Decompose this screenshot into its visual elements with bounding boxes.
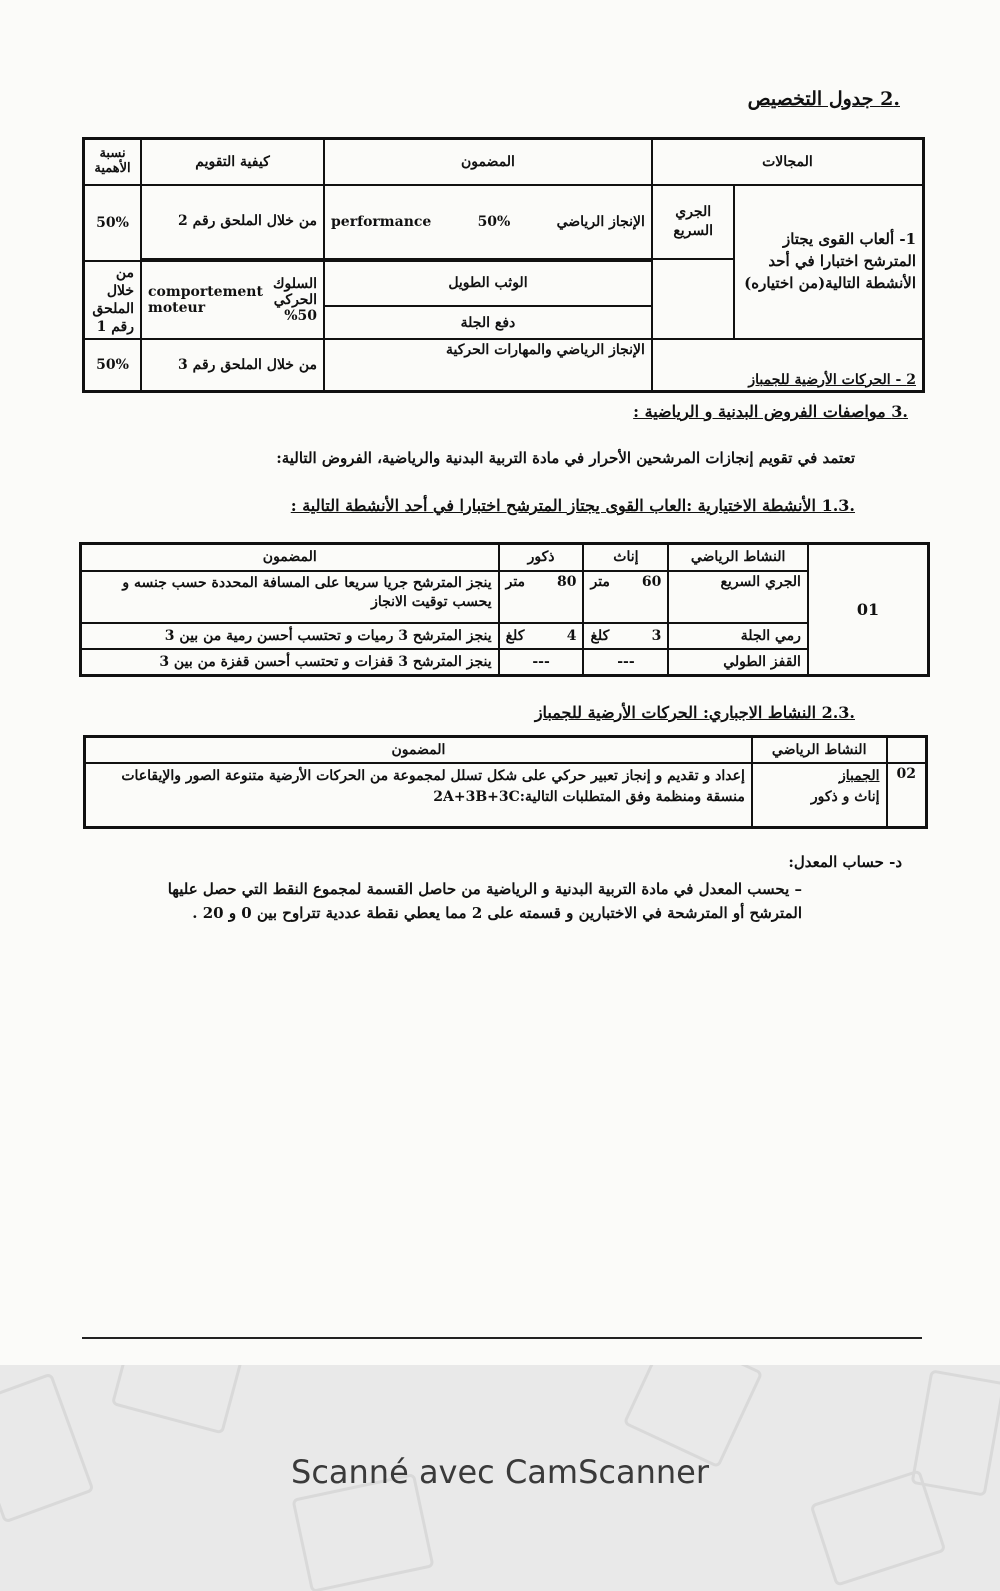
row2-field: 2 - الحركات الأرضية للجمباز — [652, 339, 924, 391]
t2-row-boys — [499, 571, 584, 623]
row1-weight: 50% — [84, 185, 142, 261]
header-evaluation: كيفية التقويم — [141, 139, 324, 185]
row2-content: الإنجاز الرياضي والمهارات الحركية — [324, 339, 652, 391]
t2-row-activity: رمي الجلة — [668, 623, 808, 649]
girls-value: 60 — [641, 573, 662, 590]
mandatory-activity-table — [83, 735, 928, 829]
t2-row-content: ينجز المترشح 3 رميات و تحتسب أحسن رمية من بين 3 — [81, 623, 499, 649]
row2-weight: 50% — [84, 339, 142, 391]
scanner-footer — [0, 1365, 1000, 1591]
t3-header-content: المضمون — [85, 737, 752, 763]
camscanner-brand: Scanné avec CamScanner — [291, 1453, 709, 1491]
section-3-2-title: .2.3 النشاط الاجباري: الحركات الأرضية للجمباز — [534, 703, 855, 722]
section-2-title: .2 جدول التخصيص — [747, 88, 900, 110]
t2-row-boys: --- — [499, 649, 584, 675]
deco-shape — [0, 1372, 95, 1523]
t2-header-activity: النشاط الرياضي — [668, 544, 808, 571]
average-text: – يحسب المعدل في مادة التربية البدنية و الرياضية من حاصل القسمة لمجموع النقط التي حصل عليها المترشح أو المترشحة في الاختبارين و قسمته على 2 مما يعطي نقطة عددية تتراوح بين 0 و 20 . — [167, 880, 802, 922]
header-fields: المجالات — [652, 139, 924, 185]
t2-row-girls: --- — [583, 649, 668, 675]
boys-value: 4 — [566, 628, 577, 645]
boys-unit: متر — [505, 573, 526, 590]
content-b-fr: comportement moteur — [148, 283, 263, 316]
section-3-title: .3 مواصفات الفروض البدنية و الرياضية : — [633, 402, 908, 421]
girls-unit: كلغ — [590, 628, 610, 645]
t2-header-girls: إناث — [583, 544, 668, 571]
t2-row-girls — [583, 623, 668, 649]
boys-value: 80 — [557, 573, 577, 590]
content-b-ar: السلوك الحركي 50% — [272, 275, 317, 324]
t3-activity-a: الجمباز — [838, 767, 880, 784]
optional-activities-table — [79, 542, 930, 677]
t2-row-activity: القفز الطولي — [668, 649, 808, 675]
row1-activity-2: الوثب الطويل — [324, 261, 652, 307]
section-3-1-title: .1.3 الأنشطة الاختيارية :العاب القوى يجتاز المترشح اختبارا في أحد الأنشطة التالية : — [290, 496, 855, 515]
allocation-table — [82, 137, 925, 393]
content-a-ar: الإنجاز الرياضي — [556, 213, 645, 230]
t2-header-boys: ذكور — [499, 544, 584, 571]
t3-activity — [752, 763, 887, 828]
content-a-pct: 50% — [477, 213, 511, 230]
header-content: المضمون — [324, 139, 652, 185]
t3-header-empty — [887, 737, 927, 763]
t2-header-content: المضمون — [81, 544, 499, 571]
row2-eval: من خلال الملحق رقم 3 — [141, 339, 324, 391]
girls-unit: متر — [590, 573, 610, 590]
row1-eval-b: من خلال الملحق رقم 1 — [84, 261, 142, 340]
row1-activity-1: الجري السريع — [652, 185, 735, 259]
row1-field: 1- ألعاب القوى يجتاز المترشح اختبارا في أحد الأنشطة التالية(من اختياره) — [734, 185, 923, 340]
row1-content-b — [141, 261, 324, 340]
t2-row-content: ينجز المترشح جريا سريعا على المسافة المحددة حسب جنسه و يحسب توقيت الانجاز — [81, 571, 499, 623]
t3-number: 02 — [887, 763, 927, 828]
page-footer-rule — [82, 1337, 922, 1339]
deco-shape — [111, 1365, 245, 1435]
content-a-fr: performance — [331, 213, 432, 230]
row1-content-a — [324, 185, 652, 259]
t2-row-activity: الجري السريع — [668, 571, 808, 623]
t2-row-boys — [499, 623, 584, 649]
t3-activity-b: إناث و ذكور — [810, 789, 880, 806]
row1-activity-3: دفع الجلة — [324, 306, 652, 339]
average-label: د- حساب المعدل: — [788, 853, 902, 871]
t2-row-girls — [583, 571, 668, 623]
header-weight: نسبة الأهمية — [84, 139, 142, 185]
t3-header-activity: النشاط الرياضي — [752, 737, 887, 763]
t2-number: 01 — [808, 544, 929, 676]
row1-eval-a: من خلال الملحق رقم 2 — [141, 185, 324, 259]
girls-value: 3 — [651, 628, 662, 645]
boys-unit: كلغ — [505, 628, 525, 645]
t3-content: إعداد و تقديم و إنجاز تعبير حركي على شكل تسلل لمجموعة من الحركات الأرضية متنوعة الصور والإيقاعات منسقة ومنظمة وفق المتطلبات التالية:2A+3B+3C — [85, 763, 752, 828]
section-3-intro: تعتمد في تقويم إنجازات المرشحين الأحرار في مادة التربية البدنية والرياضية، الفروض التالية: — [276, 449, 855, 467]
t2-row-content: ينجز المترشح 3 قفزات و تحتسب أحسن قفزة من بين 3 — [81, 649, 499, 675]
